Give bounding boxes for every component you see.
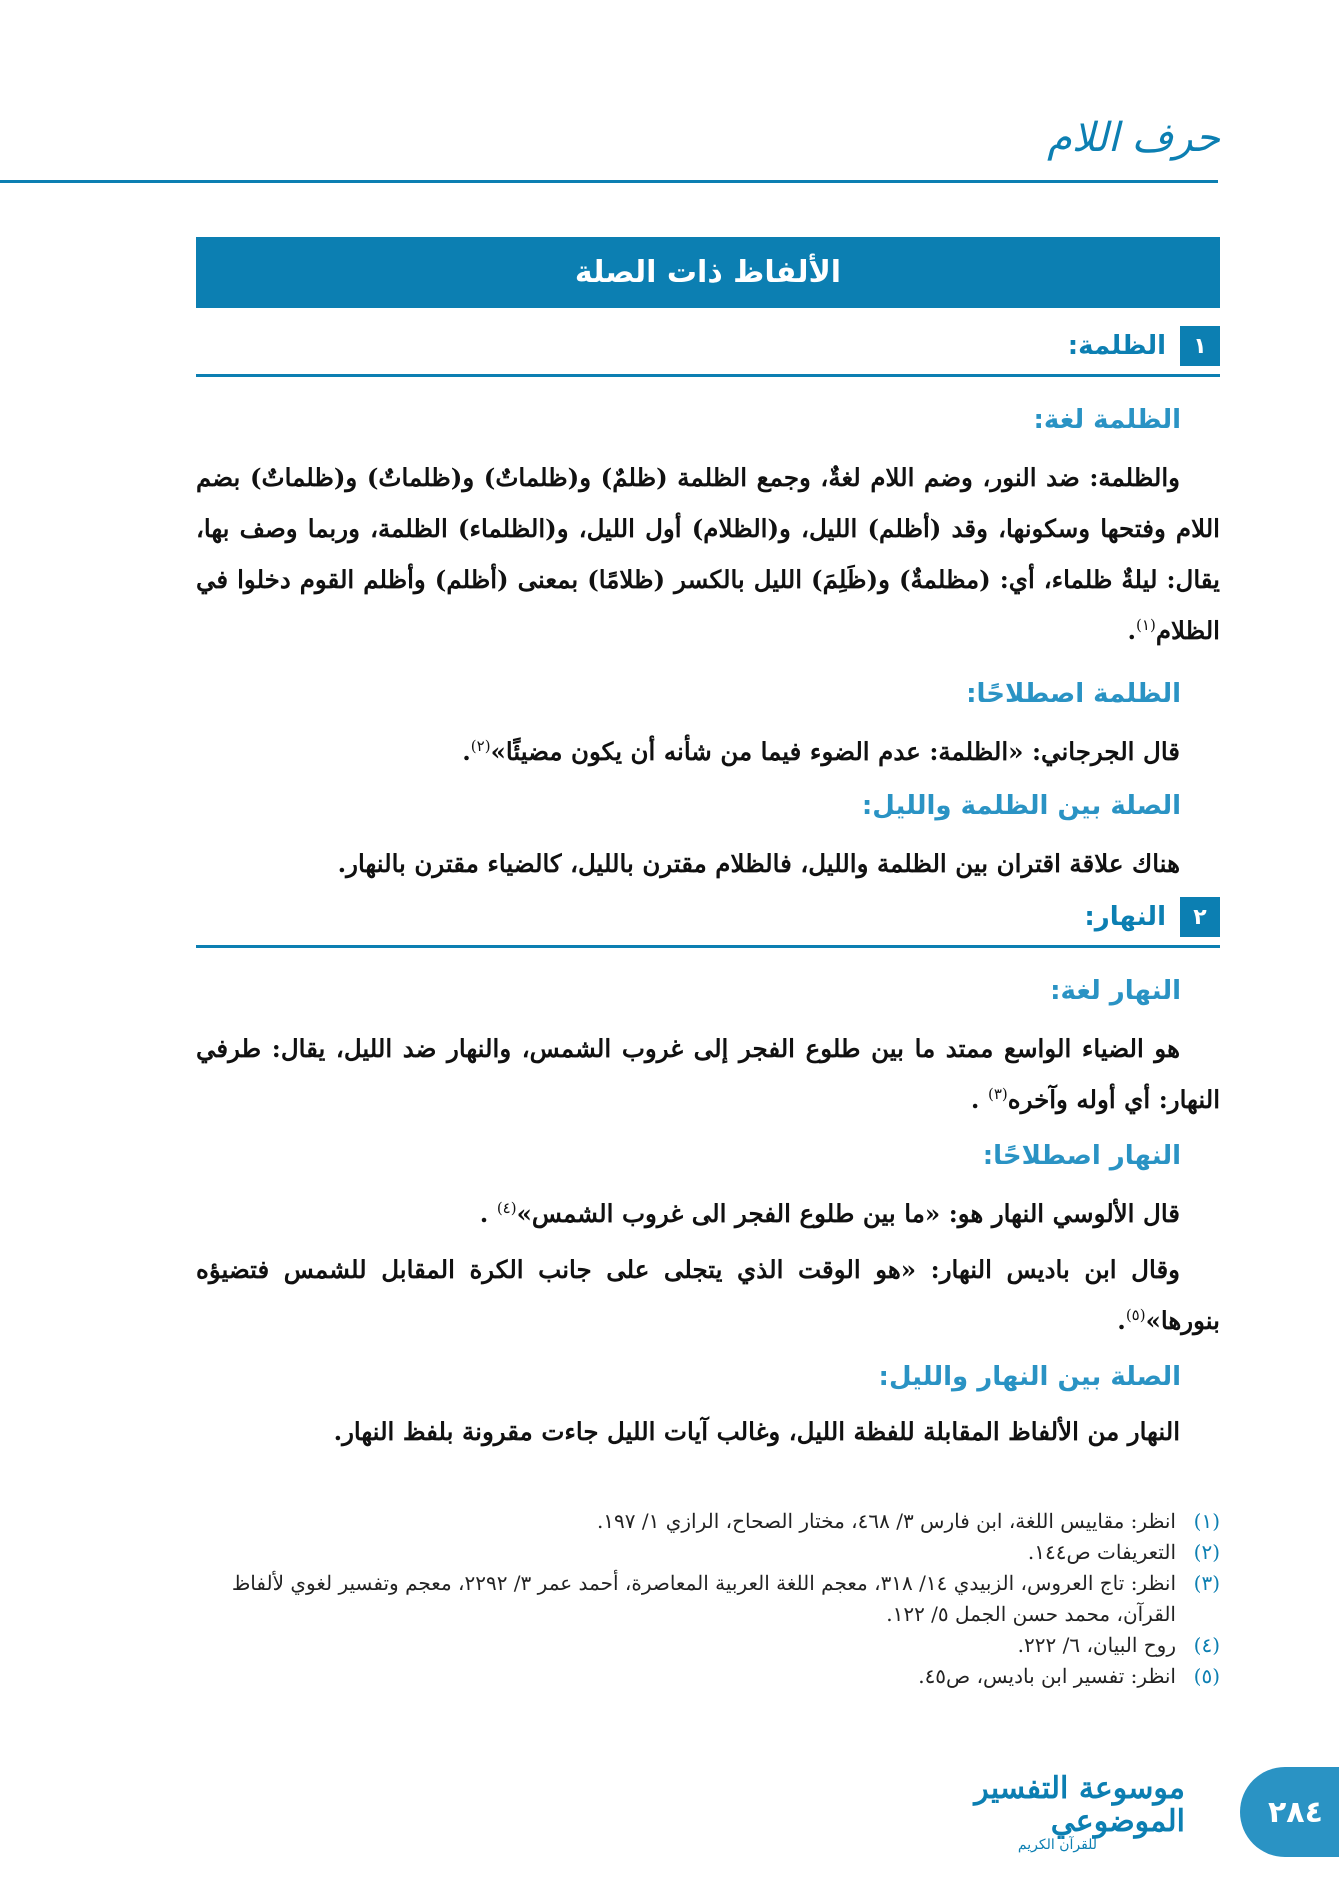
section-heading-2: [1084, 897, 1220, 937]
section-title: النهار:: [1084, 902, 1166, 932]
subheading: الصلة بين الظلمة والليل:: [861, 791, 1181, 821]
footnote-item: [196, 1568, 1220, 1630]
section-number: ١: [1180, 326, 1220, 366]
chapter-title: حرف اللام: [1047, 115, 1220, 161]
logo-subtitle: للقرآن الكريم: [1017, 1837, 1098, 1853]
encyclopedia-logo: [930, 1771, 1185, 1853]
section-heading-1: [1068, 326, 1220, 366]
footnote-text: التعريفات ص١٤٤.: [1027, 1540, 1176, 1564]
footnote-text: روح البيان، ٦/ ٢٢٢.: [1017, 1633, 1176, 1657]
footnote-text: انظر: مقاييس اللغة، ابن فارس ٣/ ٤٦٨، مختار الصحاح، الرازي ١/ ١٩٧.: [596, 1509, 1176, 1533]
subheading: النهار اصطلاحًا:: [982, 1141, 1181, 1171]
footnote-ref[interactable]: (٣): [987, 1084, 1008, 1103]
subheading: الظلمة لغة:: [1033, 405, 1181, 435]
header-rule: [0, 180, 1218, 183]
footnote-item: [196, 1661, 1220, 1692]
footnote-ref[interactable]: (٤): [496, 1198, 517, 1217]
footnotes: [196, 1506, 1220, 1692]
logo-title: موسوعة التفسير الموضوعي: [974, 1771, 1185, 1839]
paragraph: هناك علاقة اقتران بين الظلمة والليل، فالظلام مقترن بالليل، كالضياء مقترن بالنهار.: [337, 849, 1180, 878]
footnote-item: [196, 1506, 1220, 1537]
banner-title: الألفاظ ذات الصلة: [574, 255, 842, 290]
section-rule: [196, 945, 1220, 948]
section-number: ٢: [1180, 897, 1220, 937]
paragraph: النهار من الألفاظ المقابلة للفظة الليل، وغالب آيات الليل جاءت مقرونة بلفظ النهار.: [333, 1417, 1180, 1446]
subheading: النهار لغة:: [1050, 976, 1181, 1006]
footnote-number: (٥): [1193, 1664, 1220, 1688]
section-rule: [196, 374, 1220, 377]
footnote-number: (٤): [1193, 1633, 1220, 1657]
footnote-item: [196, 1630, 1220, 1661]
footnote-number: (٢): [1193, 1540, 1220, 1564]
section-title: الظلمة:: [1067, 331, 1166, 361]
footnote-ref[interactable]: (٥): [1125, 1305, 1146, 1324]
footnote-item: [196, 1537, 1220, 1568]
paragraph: هو الضياء الواسع ممتد ما بين طلوع الفجر إلى غروب الشمس، والنهار ضد الليل، يقال: طرفي النهار: أي أوله وآخره$^{(٣)}$ .: [196, 1034, 1220, 1114]
paragraph: قال الجرجاني: «الظلمة: عدم الضوء فيما من شأنه أن يكون مضيئًا»$^{(٢)}$.: [462, 736, 1180, 766]
paragraph: وقال ابن باديس النهار: «هو الوقت الذي يتجلى على جانب الكرة المقابل للشمس فتضيؤه بنورها»$^{(٥)}$.: [196, 1255, 1220, 1335]
subheading: الصلة بين النهار والليل:: [878, 1362, 1181, 1392]
page-number: [1240, 1767, 1339, 1857]
section-banner: [196, 237, 1220, 308]
footnote-text: انظر: تفسير ابن باديس، ص٤٥.: [918, 1664, 1176, 1688]
paragraph: قال الألوسي النهار هو: «ما بين طلوع الفجر الى غروب الشمس»$^{(٤)}$ .: [479, 1198, 1180, 1228]
subheading: الظلمة اصطلاحًا:: [966, 679, 1181, 709]
paragraph: والظلمة: ضد النور، وضم اللام لغةٌ، وجمع الظلمة (ظلمٌ) و(ظلماتٌ) و(ظلماتٌ) و(ظلماتٌ) بضم اللام وفتحها وسكونها، وقد (أظلم) الليل، و(الظلام) أول الليل، و(الظلماء) الظلمة، وربما وصف بها، يقال: ليلةٌ ظلماء، أي: (مظلمةٌ) و(ظَلِمَ) الليل بالكسر (ظلامًا) بمعنى (أظلم) وأظلم القوم دخلوا في الظلام$^{(١)}$.: [196, 463, 1220, 645]
footnote-text: انظر: تاج العروس، الزبيدي ١٤/ ٣١٨، معجم اللغة العربية المعاصرة، أحمد عمر ٣/ ٢٢٩٢، معجم وتفسير لغوي لألفاظ القرآن، محمد حسن الجمل ٥/ ١٢٢.: [231, 1571, 1176, 1626]
footnote-ref[interactable]: (١): [1136, 615, 1156, 634]
page-number-text: ٢٨٤: [1268, 1794, 1323, 1830]
footnote-ref[interactable]: (٢): [470, 736, 491, 755]
footnote-number: (٣): [1193, 1571, 1220, 1595]
footnote-number: (١): [1193, 1509, 1220, 1533]
